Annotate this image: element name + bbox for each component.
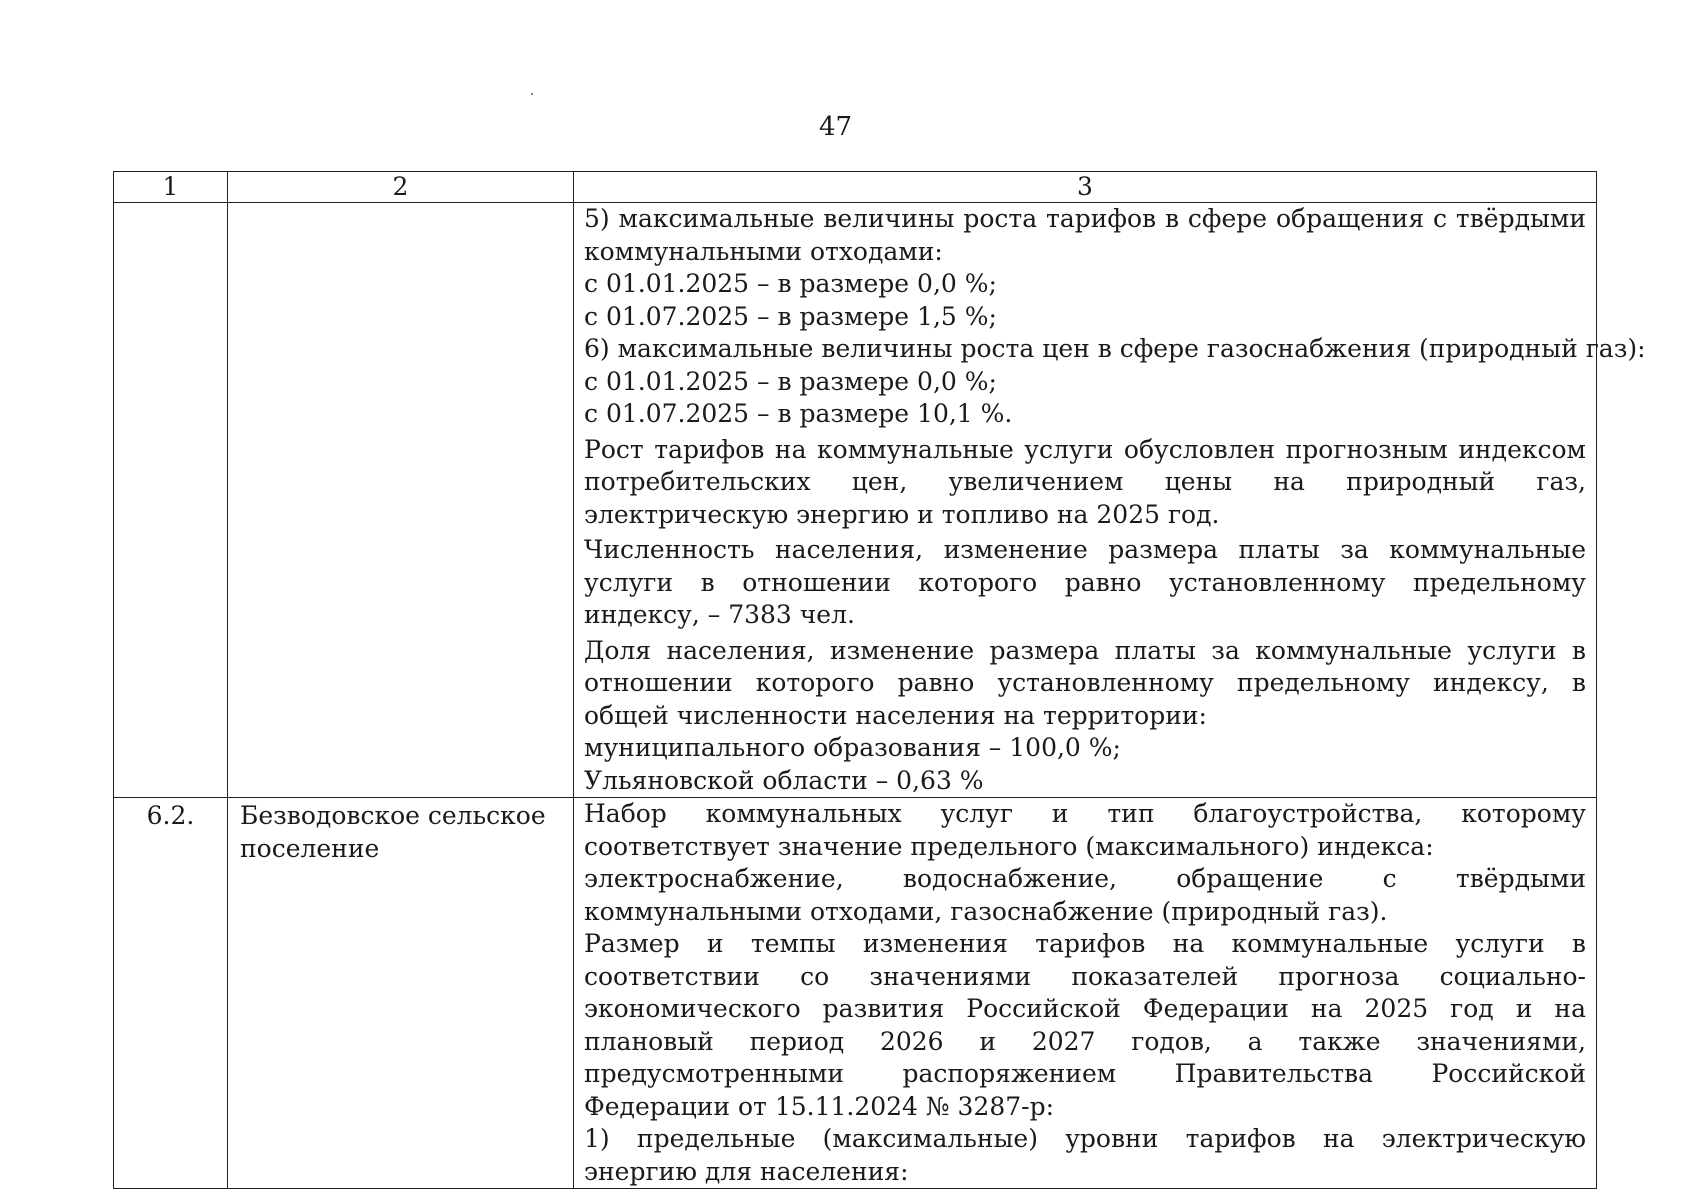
paragraph: с 01.01.2025 – в размере 0,0 %; — [584, 366, 997, 396]
scan-dot — [531, 93, 533, 95]
table-row — [114, 798, 1597, 1189]
page-number: 47 — [818, 112, 853, 142]
paragraph: Ульяновской области – 0,63 % — [584, 765, 984, 795]
paragraph: с 01.01.2025 – в размере 0,0 %; — [584, 269, 997, 298]
table-row — [114, 203, 1597, 798]
column-header-1: 1 — [114, 172, 228, 203]
paragraph: Численность населения, изменение размера платы за коммунальные услуги в отношении которого равно установленному предельному индексу, – 7383 чел. — [584, 535, 1586, 629]
paragraph: 6) максимальные величины роста цен в сфере газоснабжения (природный газ): — [584, 334, 1646, 363]
paragraph: с 01.07.2025 – в размере 10,1 %. — [584, 399, 1013, 428]
paragraph: Набор коммунальных услуг и тип благоустройства, которому соответствует значение предельного (максимального) индекса: — [584, 799, 1586, 861]
paragraph: 5) максимальные величины роста тарифов в сфере обращения с твёрдыми коммунальными отходами: — [584, 204, 1586, 266]
row-content — [574, 798, 1597, 1189]
paragraph: электроснабжение, водоснабжение, обращение с твёрдыми коммунальными отходами, газоснабжение (природный газ). — [584, 864, 1586, 926]
paragraph: Рост тарифов на коммунальные услуги обусловлен прогнозным индексом потребительских цен, увеличением цены на природный газ, электрическую энергию и топливо на 2025 год. — [584, 434, 1586, 529]
settlement-name: Безводовское сельское поселение — [228, 798, 574, 1189]
paragraph: Доля населения, изменение размера платы за коммунальные услуги в отношении которого равно установленному предельному индексу, в общей численности населения на территории: — [584, 635, 1586, 730]
paragraph: с 01.07.2025 – в размере 1,5 %; — [584, 301, 997, 331]
row-number: 6.2. — [114, 798, 228, 1189]
settlement-name — [228, 203, 574, 798]
paragraph: муниципального образования – 100,0 %; — [584, 733, 1121, 762]
column-header-3: 3 — [574, 172, 1597, 203]
column-header-2: 2 — [228, 172, 574, 203]
document-table — [113, 171, 1646, 1189]
paragraph: Размер и темпы изменения тарифов на коммунальные услуги в соответствии со значениями показателей прогноза социально-экономического развития Российской Федерации на 2025 год и на плановый период 2026 и 2027 годов, а также значениями, предусмотренными распоряжением Правительства Российской Федерации от 15.11.2024 № 3287-р: — [584, 929, 1586, 1121]
table-header-row — [114, 172, 1597, 203]
row-number — [114, 203, 228, 798]
row-content — [574, 203, 1646, 798]
paragraph: 1) предельные (максимальные) уровни тарифов на электрическую энергию для населения: — [584, 1124, 1586, 1186]
